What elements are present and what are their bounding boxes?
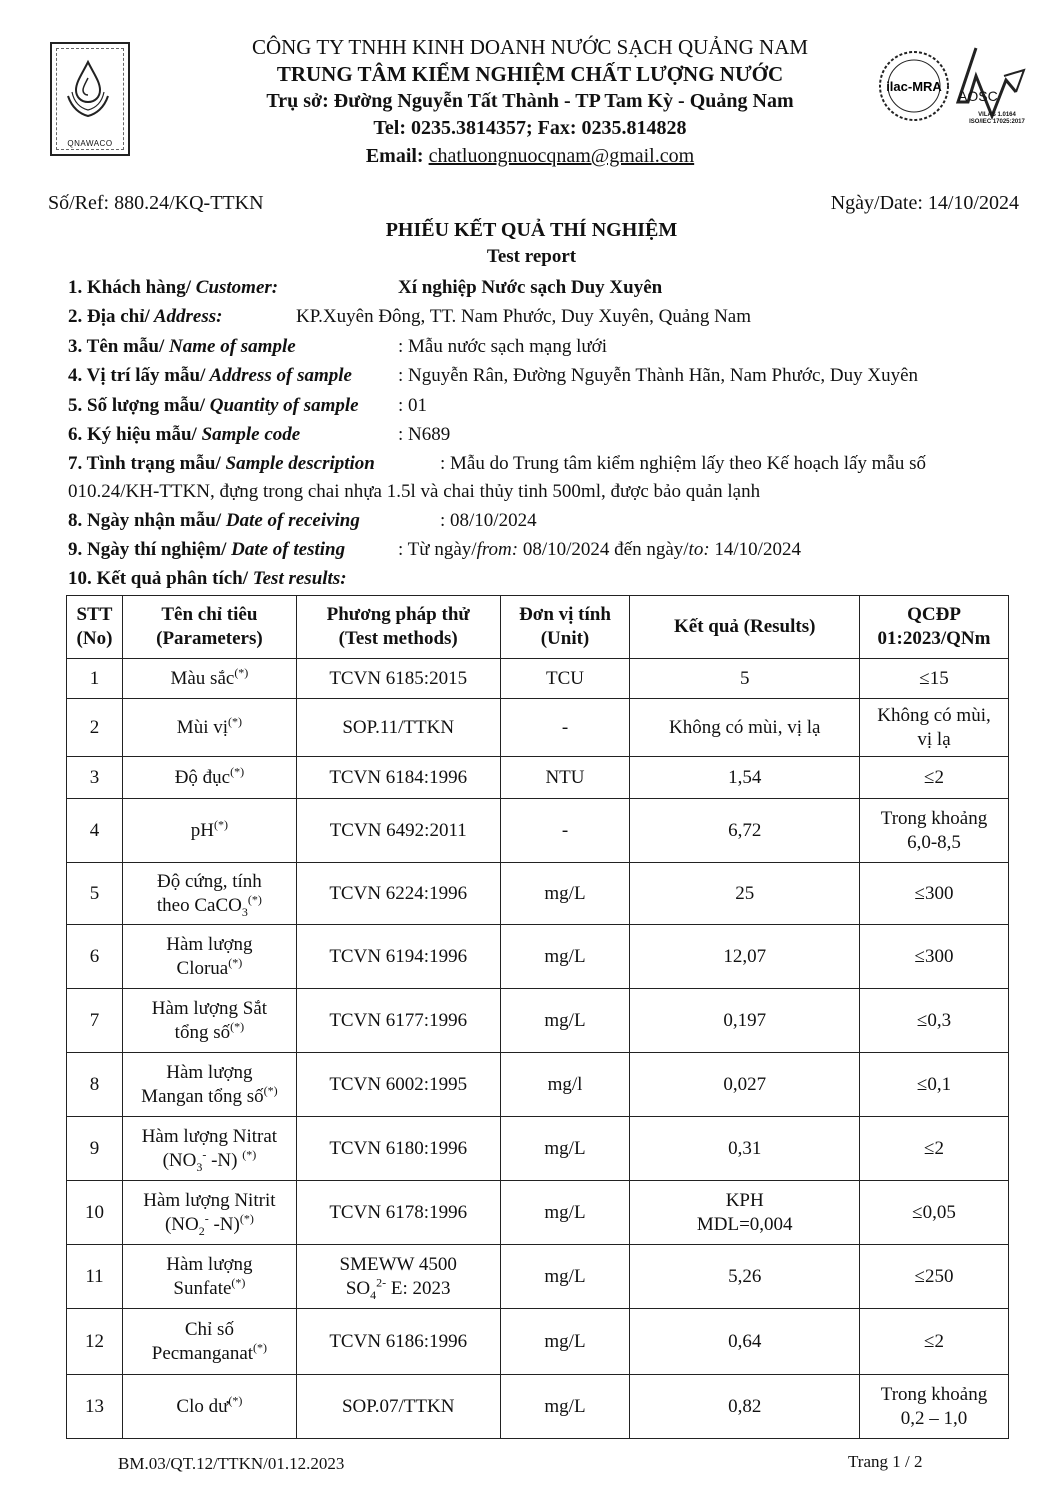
ilac-logo-text: ilac-MRA [886, 79, 942, 94]
cell-no: 9 [67, 1117, 123, 1181]
email-label: Email: [365, 145, 429, 167]
cell-parameter: Mùi vị(*) [122, 699, 296, 757]
iso-standard: ISO/IEC 17025:2017 [969, 119, 1025, 125]
email-link[interactable]: chatluongnuocqnam@gmail.com [428, 145, 695, 167]
cell-parameter: Chỉ số Pecmanganat(*) [122, 1309, 296, 1375]
cell-standard: Trong khoảng 6,0-8,5 [860, 799, 1009, 863]
results-label: 10. Kết quả phân tích/ Test results: [68, 568, 347, 589]
quantity-value: : 01 [398, 395, 428, 416]
table-row [67, 1375, 1009, 1439]
cell-result: 0,027 [630, 1053, 860, 1117]
cell-method: TCVN 6194:1996 [296, 925, 500, 989]
company-name: CÔNG TY TNHH KINH DOANH NƯỚC SẠCH QUẢNG NAM [251, 35, 809, 59]
table-header-row [67, 596, 1009, 659]
address-label: 2. Địa chỉ/ Address: [68, 306, 223, 327]
cell-parameter: Hàm lượng Sắt tổng số(*) [122, 989, 296, 1053]
cell-standard: ≤0,3 [860, 989, 1009, 1053]
logo-caption: QNAWACO [67, 139, 113, 148]
accreditation-logos [876, 40, 1036, 136]
vilas-code: VILAS 1.0164 [978, 112, 1016, 118]
cell-result: KPH MDL=0,004 [630, 1181, 860, 1245]
cell-no: 10 [67, 1181, 123, 1245]
table-row [67, 1053, 1009, 1117]
cell-unit: mg/L [500, 1181, 630, 1245]
receiving-date-label: 8. Ngày nhận mẫu/ Date of receiving [68, 510, 360, 531]
cell-no: 8 [67, 1053, 123, 1117]
sample-name-value: : Mẫu nước sạch mạng lưới [398, 336, 608, 357]
page-number: Trang 1 / 2 [848, 1452, 923, 1471]
receiving-date-value: : 08/10/2024 [440, 510, 537, 531]
cell-standard: ≤300 [860, 863, 1009, 925]
cell-parameter: Hàm lượng Mangan tổng số(*) [122, 1053, 296, 1117]
report-date: Ngày/Date: 14/10/2024 [830, 192, 1019, 214]
table-row [67, 1309, 1009, 1375]
cell-result: 25 [630, 863, 860, 925]
cell-standard: ≤0,1 [860, 1053, 1009, 1117]
reference-number: Số/Ref: 880.24/KQ-TTKN [48, 192, 264, 214]
cell-standard: ≤2 [860, 757, 1009, 799]
cell-unit: mg/L [500, 1309, 630, 1375]
cell-parameter: Độ đục(*) [122, 757, 296, 799]
sample-name-label: 3. Tên mẫu/ Name of sample [68, 336, 296, 357]
cell-unit: mg/l [500, 1053, 630, 1117]
cell-no: 1 [67, 659, 123, 699]
testing-date-value: : Từ ngày/from: 08/10/2024 đến ngày/to: 14/10/2024 [398, 539, 801, 560]
table-row [67, 757, 1009, 799]
cell-no: 2 [67, 699, 123, 757]
aosc-label: AOSC [958, 88, 998, 104]
form-code: BM.03/QT.12/TTKN/01.12.2023 [118, 1454, 345, 1473]
header-standard: QCĐP 01:2023/QNm [860, 596, 1009, 659]
cell-no: 3 [67, 757, 123, 799]
cell-unit: mg/L [500, 1375, 630, 1439]
vilas-label [962, 112, 1032, 126]
cell-standard: Trong khoảng 0,2 – 1,0 [860, 1375, 1009, 1439]
sample-description-value-2: 010.24/KH-TTKN, đựng trong chai nhựa 1.5l và chai thủy tinh 500ml, được bảo quản lạnh [68, 481, 761, 502]
cell-no: 13 [67, 1375, 123, 1439]
cell-parameter: Hàm lượng Nitrat ($NO_3^-$ -N) (*) [122, 1117, 296, 1181]
letterhead [150, 34, 910, 170]
report-title: PHIẾU KẾT QUẢ THÍ NGHIỆM [385, 219, 678, 241]
cell-result: 0,64 [630, 1309, 860, 1375]
company-phone: Tel: 0235.3814357; Fax: 0235.814828 [373, 117, 687, 139]
sample-code-value: : N689 [398, 424, 451, 445]
cell-result: 1,54 [630, 757, 860, 799]
cell-result: 5 [630, 659, 860, 699]
cell-parameter: Clo dư(*) [122, 1375, 296, 1439]
cell-standard: ≤250 [860, 1245, 1009, 1309]
header-unit: Đơn vị tính (Unit) [500, 596, 630, 659]
cell-method: TCVN 6186:1996 [296, 1309, 500, 1375]
cell-unit: - [500, 799, 630, 863]
cell-result: 0,197 [630, 989, 860, 1053]
cell-standard: Không có mùi, vị lạ [860, 699, 1009, 757]
cell-standard: ≤2 [860, 1309, 1009, 1375]
table-row [67, 863, 1009, 925]
company-logo [50, 42, 130, 156]
cell-parameter: Màu sắc(*) [122, 659, 296, 699]
cell-result: 12,07 [630, 925, 860, 989]
customer-value: Xí nghiệp Nước sạch Duy Xuyên [398, 277, 663, 298]
cell-parameter: Hàm lượng Sunfate(*) [122, 1245, 296, 1309]
header-parameter: Tên chỉ tiêu (Parameters) [122, 596, 296, 659]
cell-method: SOP.07/TTKN [296, 1375, 500, 1439]
cell-unit: mg/L [500, 1245, 630, 1309]
cell-parameter: Độ cứng, tính theo CaCO$_3$(*) [122, 863, 296, 925]
sample-description-value: : Mẫu do Trung tâm kiểm nghiệm lấy theo Kế hoạch lấy mẫu số [440, 453, 927, 474]
testing-date-label: 9. Ngày thí nghiệm/ Date of testing [68, 539, 346, 560]
cell-method: SMEWW 4500 $SO_4^{2-}$ E: 2023 [296, 1245, 500, 1309]
cell-standard: ≤0,05 [860, 1181, 1009, 1245]
company-address: Trụ sở: Đường Nguyễn Tất Thành - TP Tam Kỳ - Quảng Nam [266, 90, 794, 112]
table-row [67, 659, 1009, 699]
cell-unit: mg/L [500, 925, 630, 989]
table-row [67, 925, 1009, 989]
cell-method: TCVN 6185:2015 [296, 659, 500, 699]
cell-no: 7 [67, 989, 123, 1053]
cell-result: 0,31 [630, 1117, 860, 1181]
report-title-en: Test report [486, 246, 577, 267]
cell-parameter: Hàm lượng Clorua(*) [122, 925, 296, 989]
sample-location-label: 4. Vị trí lấy mẫu/ Address of sample [68, 365, 352, 386]
table-row [67, 699, 1009, 757]
cell-result: 6,72 [630, 799, 860, 863]
cell-unit: NTU [500, 757, 630, 799]
table-row [67, 1117, 1009, 1181]
cell-no: 5 [67, 863, 123, 925]
cell-unit: - [500, 699, 630, 757]
cell-method: TCVN 6002:1995 [296, 1053, 500, 1117]
aosc-mark-icon [958, 48, 1016, 116]
table-row [67, 989, 1009, 1053]
cell-result: Không có mùi, vị lạ [630, 699, 860, 757]
cell-no: 11 [67, 1245, 123, 1309]
cell-unit: mg/L [500, 1117, 630, 1181]
cell-parameter: Hàm lượng Nitrit ($NO_2^-$ -N)(*) [122, 1181, 296, 1245]
sample-location-value: : Nguyễn Rân, Đường Nguyễn Thành Hãn, Nam Phước, Duy Xuyên [398, 365, 919, 386]
cell-parameter: pH(*) [122, 799, 296, 863]
table-row [67, 1245, 1009, 1309]
results-table [66, 595, 1009, 1439]
cell-standard: ≤2 [860, 1117, 1009, 1181]
cell-no: 4 [67, 799, 123, 863]
cell-unit: mg/L [500, 863, 630, 925]
cell-method: TCVN 6177:1996 [296, 989, 500, 1053]
sample-description-label: 7. Tình trạng mẫu/ Sample description [68, 453, 375, 474]
cell-method: TCVN 6184:1996 [296, 757, 500, 799]
header-result: Kết quả (Results) [630, 596, 860, 659]
table-row [67, 799, 1009, 863]
company-email [150, 142, 910, 170]
cell-no: 6 [67, 925, 123, 989]
address-value: KP.Xuyên Đông, TT. Nam Phước, Duy Xuyên, Quảng Nam [296, 306, 752, 327]
cell-unit: TCU [500, 659, 630, 699]
cell-result: 0,82 [630, 1375, 860, 1439]
cell-result: 5,26 [630, 1245, 860, 1309]
cell-no: 12 [67, 1309, 123, 1375]
cell-method: TCVN 6180:1996 [296, 1117, 500, 1181]
cell-unit: mg/L [500, 989, 630, 1053]
sample-code-label: 6. Ký hiệu mẫu/ Sample code [68, 424, 301, 445]
cell-standard: ≤15 [860, 659, 1009, 699]
cell-standard: ≤300 [860, 925, 1009, 989]
cell-method: TCVN 6492:2011 [296, 799, 500, 863]
table-row [67, 1181, 1009, 1245]
header-method: Phương pháp thử (Test methods) [296, 596, 500, 659]
header-no: STT (No) [67, 596, 123, 659]
customer-label: 1. Khách hàng/ Customer: [68, 277, 279, 298]
water-drop-hands-icon [64, 56, 112, 126]
cell-method: TCVN 6224:1996 [296, 863, 500, 925]
quantity-label: 5. Số lượng mẫu/ Quantity of sample [68, 395, 359, 416]
cell-method: TCVN 6178:1996 [296, 1181, 500, 1245]
cell-method: SOP.11/TTKN [296, 699, 500, 757]
center-name: TRUNG TÂM KIỂM NGHIỆM CHẤT LƯỢNG NƯỚC [276, 62, 784, 86]
